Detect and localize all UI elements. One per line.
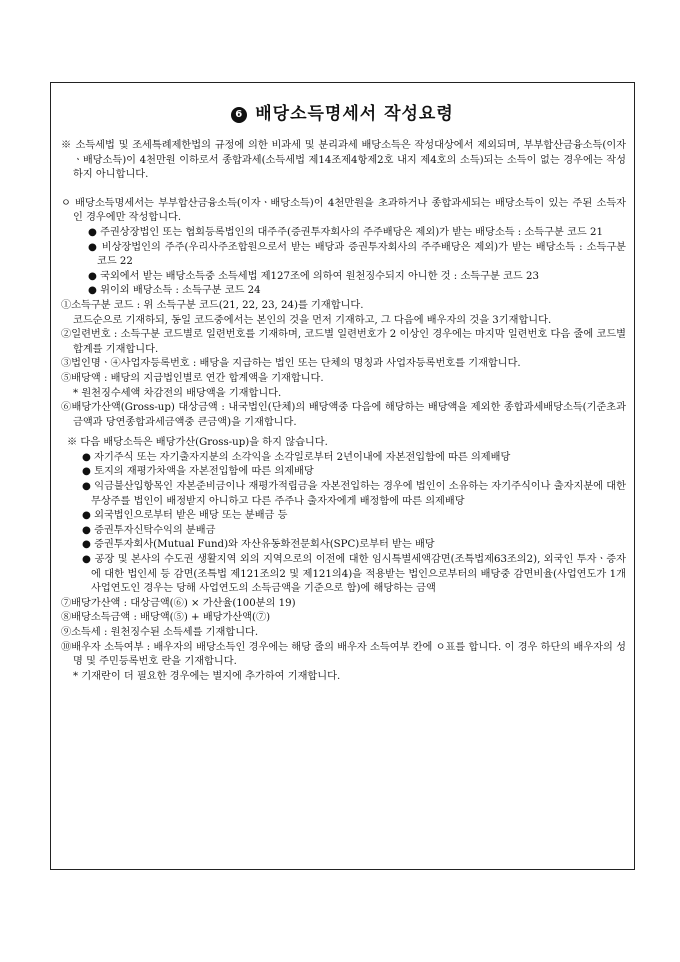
intro-paragraph: ㅇ 배당소득명세서는 부부합산금융소득(이자ㆍ배당소득)이 4천만원을 초과하거나 종합과세되는 배당소득이 있는 주된 소득자인 경우에만 작성합니다. xyxy=(61,197,626,224)
item-corp-name-reg-no: ③법인명ㆍ④사업자등록번호 : 배당을 지급하는 법인 또는 단체의 명칭과 사업자등록번호를 기재합니다. xyxy=(61,358,521,370)
grossup-bullet: ● 증권투자회사(Mutual Fund)와 자산유동화전문회사(SPC)로부터 받는 배당 xyxy=(82,539,435,551)
exclusion-notice: ※ 소득세법 및 조세특례제한법의 규정에 의한 비과세 및 분리과세 배당소득은 작성대상에서 제외되며, 부부합산금융소득(이자ㆍ배당소득)이 4천만원 이하로서 종합과세(소득세법 제14조제4항제2호 내지 제4호의 소득)되는 소득이 없는 경우에는 작성하지 아니합니다. xyxy=(61,140,626,181)
grossup-bullet: ● 토지의 재평가차액을 자본전입함에 따른 의제배당 xyxy=(82,466,314,478)
item-income-code: ①소득구분 코드 : 위 소득구분 코드(21, 22, 23, 24)를 기재합니다. xyxy=(61,299,364,311)
item-dividend-amount-note: * 원천징수세액 차감전의 배당액을 기재합니다. xyxy=(73,387,282,399)
instruction-box xyxy=(50,82,635,870)
item-grossup-target: ⑥배당가산액(Gross-up) 대상금액 : 내국법인(단체)의 배당액중 다음에 해당하는 배당액을 제외한 종합과세배당소득(기준초과금액과 당연종합과세금액중 큰금액)을 기재합니다. xyxy=(61,402,626,428)
grossup-bullet: ● 증권투자신탁수익의 분배금 xyxy=(82,524,216,536)
page-title xyxy=(51,99,634,124)
item-spouse-income: ⑩배우자 소득여부 : 배우자의 배당소득인 경우에는 해당 줄의 배우자 소득여부 칸에 ㅇ표를 합니다. 이 경우 하단의 배우자의 성명 및 주민등록번호 란을 기재합니다. xyxy=(61,641,626,668)
item-income-tax: ⑨소득세 : 원천징수된 소득세를 기재합니다. xyxy=(61,627,259,638)
grossup-bullet: ● 익금불산입항목인 자본준비금이나 재평가적립금을 자본전입하는 경우에 법인이 소유하는 자기주식이나 출자지분에 대한 무상주를 법인이 배정받지 아니하고 다른 주주나 출자자에게 배정함에 따른 의제배당 xyxy=(82,481,626,507)
instruction-body xyxy=(61,139,626,684)
grossup-exclusion-notice: ※ 다음 배당소득은 배당가산(Gross-up)을 하지 않습니다. xyxy=(67,437,328,449)
item-dividend-amount: ⑤배당액 : 배당의 지급법인별로 연간 합계액을 기재합니다. xyxy=(61,372,324,384)
footnote: * 기재란이 더 필요한 경우에는 별지에 추가하여 기재합니다. xyxy=(73,670,341,682)
item-income-code-detail: 코드순으로 기재하되, 동일 코드중에서는 본인의 것을 먼저 기재하고, 그 다음에 배우자의 것을 3기재합니다. xyxy=(73,314,552,326)
grossup-bullet: ● 외국법인으로부터 받은 배당 또는 분배금 등 xyxy=(82,510,288,522)
item-grossup-amount: ⑦배당가산액 : 대상금액(⑥) × 가산율(100분의 19) xyxy=(61,597,296,609)
grossup-bullet: ● 자기주식 또는 자기출자지분의 소각익을 소각일로부터 2년이내에 자본전입함에 따른 의제배당 xyxy=(82,451,511,463)
code-bullet-21: ● 주권상장법인 또는 협회등록법인의 대주주(증권투자회사의 주주배당은 제외)가 받는 배당소득 : 소득구분 코드 21 xyxy=(88,226,603,238)
grossup-bullet: ● 공장 및 본사의 수도권 생활지역 외의 지역으로의 이전에 대한 임시특별세액감면(조특법제63조의2), 외국인 투자ㆍ증자에 대한 법인세 등 감면(조특법 제121조의2 및 제121의4)을 적용받는 법인으로부터의 배당중 감면비율(사업연도가 1개 사업연도인 경우는 당해 사업연도의 소득금액을 기준으로 함)에 해당하는 금액 xyxy=(82,554,626,595)
code-bullet-24: ● 위이외 배당소득 : 소득구분 코드 24 xyxy=(88,285,261,297)
section-number-badge: 6 xyxy=(231,107,247,123)
title-text: 배당소득명세서 작성요령 xyxy=(255,104,454,124)
item-serial-number: ②일련번호 : 소득구분 코드별로 일련번호를 기재하며, 코드별 일련번호가 2 이상인 경우에는 마지막 일련번호 다음 줄에 코드별 합계를 기재합니다. xyxy=(61,329,626,355)
item-dividend-income: ⑧배당소득금액 : 배당액(⑤) + 배당가산액(⑦) xyxy=(61,612,271,624)
code-bullet-23: ● 국외에서 받는 배당소득중 소득세법 제127조에 의하여 원천징수되지 아니한 것 : 소득구분 코드 23 xyxy=(88,270,539,282)
code-bullet-22: ● 비상장법인의 주주(우리사주조합원으로서 받는 배당과 증권투자회사의 주주배당은 제외)가 받는 배당소득 : 소득구분 코드 22 xyxy=(88,241,626,268)
